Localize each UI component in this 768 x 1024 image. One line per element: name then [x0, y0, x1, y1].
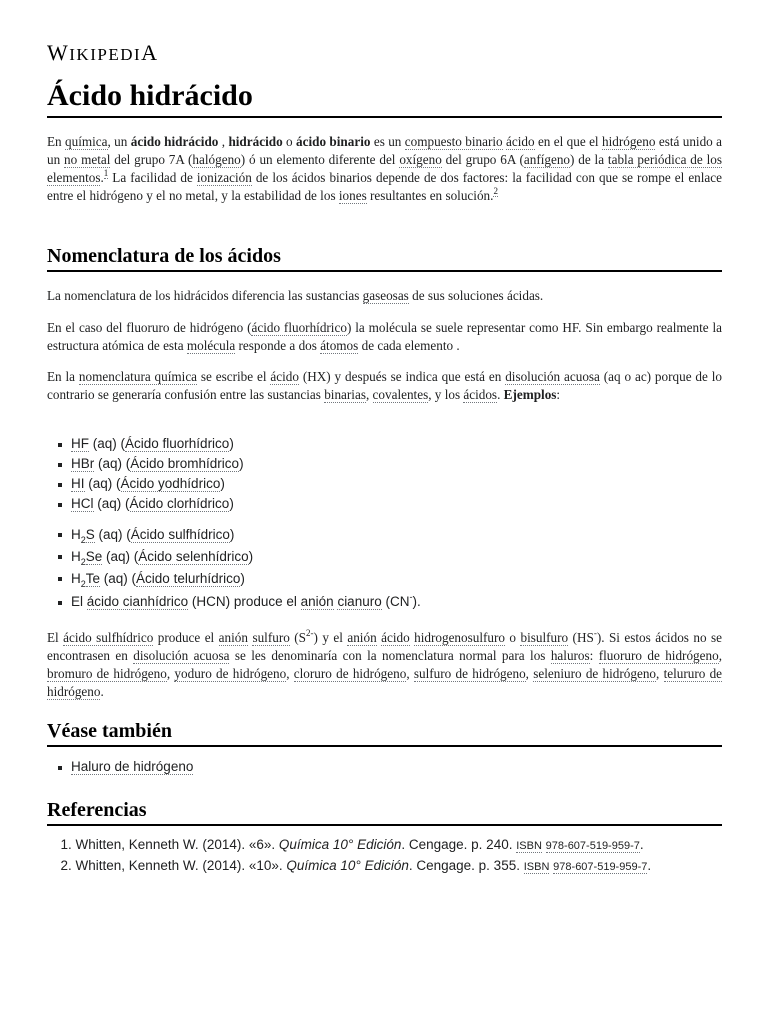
link-sulfuro[interactable]: sulfuro [252, 630, 290, 645]
link-formula[interactable]: HF [71, 436, 89, 451]
link-cloruro-de-hidrogeno[interactable]: cloruro de hidrógeno [293, 666, 407, 681]
list-item: $H_2Te$ (aq) (Ácido telurhídrico) [47, 568, 722, 590]
link-acid-name[interactable]: Ácido sulfhídrico [130, 527, 230, 542]
link-sulfuro-de-hidrogeno[interactable]: sulfuro de hidrógeno [413, 666, 526, 681]
link-ionizacion[interactable]: ionización [196, 170, 252, 185]
bold-term: ácido hidrácido [130, 134, 219, 149]
link-halogeno[interactable]: halógeno [192, 152, 241, 167]
list-item [47, 757, 722, 777]
logo-letter: A [141, 40, 159, 65]
list-item: El ácido cianhídrico (HCN) produce el anión cianuro (CN-). [47, 592, 722, 612]
paragraph: En el caso del fluoruro de hidrógeno (ácido fluorhídrico) la molécula se suele representar como HF. Sin embargo realmente la estructura atómica de esta molécula responde a dos átomos de cada elemento . [47, 320, 723, 353]
link-fluoruro-de-hidrogeno[interactable]: fluoruro de hidrógeno [598, 648, 719, 663]
link-bromuro-de-hidrogeno[interactable]: bromuro de hidrógeno [47, 666, 167, 681]
bold-term: Ejemplos [503, 387, 557, 402]
link-seleniuro-de-hidrogeno[interactable]: seleniuro de hidrógeno [533, 666, 657, 681]
examples-list-cyanide [47, 592, 722, 612]
link-acid-name[interactable]: Ácido fluorhídrico [125, 436, 230, 451]
link-binarias[interactable]: binarias [324, 387, 366, 402]
link-gaseosas[interactable]: gaseosas [362, 288, 409, 303]
link-anion[interactable]: anión [300, 594, 334, 609]
link-isbn-number[interactable]: 978-607-519-959-7 [553, 861, 648, 873]
link-acid-name[interactable]: Ácido selenhídrico [138, 549, 249, 564]
link-atomos[interactable]: átomos [320, 338, 359, 353]
reference-item: 2. Whitten, Kenneth W. (2014). «10». Química 10° Edición. Cengage. p. 355. ISBN 978-607-519-959-7. [60, 858, 652, 873]
link-hidrogeno[interactable]: hidrógeno [601, 134, 656, 149]
reference-number: 2. [60, 858, 72, 873]
link-anion[interactable]: anión [218, 630, 248, 645]
link-acido[interactable]: ácido [381, 630, 410, 645]
reference-number: 1. [60, 837, 72, 852]
list-item: HF (aq) (Ácido fluorhídrico) [47, 434, 722, 454]
paragraph: En la nomenclatura química se escribe el ácido (HX) y después se indica que está en disolución acuosa (aq o ac) porque de lo contrario se generaría confusión entre las sustancias binarias, covalentes, y los ácidos. Ejemplos: [47, 369, 723, 402]
examples-list-halogens [47, 434, 722, 514]
link-acido-sulfhidrico[interactable]: ácido sulfhídrico [63, 630, 154, 645]
reference-link-2[interactable]: 2 [493, 186, 498, 196]
link-molecula[interactable]: molécula [186, 338, 236, 353]
examples-list-chalcogens [47, 524, 722, 590]
see-also-list [47, 757, 722, 777]
link-oxigeno[interactable]: oxígeno [399, 152, 442, 167]
link-anion[interactable]: anión [347, 630, 377, 645]
link-acid-name[interactable]: Ácido clorhídrico [129, 496, 230, 511]
link-isbn[interactable]: ISBN [516, 840, 542, 852]
link-haluro-de-hidrogeno[interactable]: Haluro de hidrógeno [71, 759, 194, 774]
list-item: $H_2Se$ (aq) (Ácido selenhídrico) [47, 546, 722, 568]
section-heading-referencias: Referencias [47, 797, 722, 826]
reference-item: 1. Whitten, Kenneth W. (2014). «6». Química 10° Edición. Cengage. p. 240. ISBN 978-607-519-959-7. [60, 837, 644, 852]
link-compuesto-binario[interactable]: compuesto binario [404, 134, 503, 149]
link-acid-name[interactable]: Ácido yodhídrico [120, 476, 221, 491]
link-anfigeno[interactable]: anfígeno [523, 152, 571, 167]
section-heading-vease-tambien: Véase también [47, 718, 722, 747]
link-isbn[interactable]: ISBN [523, 861, 550, 873]
references-list [47, 834, 727, 876]
bold-term: hidrácido [228, 134, 283, 149]
paragraph: La nomenclatura de los hidrácidos diferencia las sustancias gaseosas de sus soluciones ácidas. [47, 288, 544, 303]
link-bisulfuro[interactable]: bisulfuro [520, 630, 569, 645]
link-acido-fluorhidrico[interactable]: ácido fluorhídrico [251, 320, 347, 335]
link-disolucion-acuosa[interactable]: disolución acuosa [133, 648, 230, 663]
list-item: HCl (aq) (Ácido clorhídrico) [47, 494, 722, 514]
link-yoduro-de-hidrogeno[interactable]: yoduro de hidrógeno [174, 666, 287, 681]
paragraph: El ácido sulfhídrico produce el anión sulfuro $(S^{2-})$ y el anión ácido hidrogenosulfuro o bisulfuro (HS-). Si estos ácidos no se encontrasen en disolución acuosa se les denominaría con la nomenclatura normal para los haluros: fluoruro de hidrógeno, bromuro de hidrógeno, yoduro de hidrógeno, cloruro de hidrógeno, sulfuro de hidrógeno, seleniuro de hidrógeno, telururo de hidrógeno. [47, 628, 723, 699]
list-item: HI (aq) (Ácido yodhídrico) [47, 474, 722, 494]
link-iones[interactable]: iones [338, 188, 367, 203]
link-acid-name[interactable]: Ácido bromhídrico [130, 456, 240, 471]
link-tabla-periodica[interactable]: tabla periódica de los elementos [47, 152, 722, 185]
link-isbn-number[interactable]: 978-607-519-959-7 [545, 840, 640, 852]
link-formula[interactable]: HI [71, 476, 85, 491]
link-cianuro[interactable]: cianuro [337, 594, 382, 609]
link-formula[interactable]: HBr [71, 456, 95, 471]
link-acid-name[interactable]: Ácido telurhídrico [136, 571, 241, 586]
link-acidos[interactable]: ácidos [463, 387, 498, 402]
logo-letter: W [47, 40, 70, 65]
intro-paragraph: En química, un ácido hidrácido , hidrácido o ácido binario es un compuesto binario ácido en el que el hidrógeno está unido a un no metal del grupo 7A (halógeno) ó un elemento diferente del oxígeno del grupo 6A (anfígeno) de la tabla periódica de los elementos.$^1$ La facilidad de ionización de los ácidos binarios depende de dos factores: la facilidad con que se rompe el enlace entre el hidrógeno y el no metal, y la estabilidad de los iones resultantes en solución.$^2$ [47, 134, 722, 203]
section-heading-nomenclatura: Nomenclatura de los ácidos [47, 243, 722, 272]
link-nomenclatura-quimica[interactable]: nomenclatura química [78, 369, 198, 384]
list-item: HBr (aq) (Ácido bromhídrico) [47, 454, 722, 474]
link-element[interactable]: S [85, 527, 95, 542]
link-no-metal[interactable]: no metal [64, 152, 111, 167]
link-haluros[interactable]: haluros [550, 648, 590, 663]
link-element[interactable]: Se [85, 549, 103, 564]
link-covalentes[interactable]: covalentes [372, 387, 429, 402]
link-quimica[interactable]: química [65, 134, 108, 149]
link-hidrogenosulfuro[interactable]: hidrogenosulfuro [414, 630, 505, 645]
link-acido[interactable]: ácido [270, 369, 299, 384]
link-formula[interactable]: HCl [71, 496, 94, 511]
link-acido-cianhidrico[interactable]: ácido cianhídrico [86, 594, 189, 609]
link-telururo-de-hidrogeno[interactable]: telururo de hidrógeno [47, 666, 723, 699]
list-item: $H_2S$ (aq) (Ácido sulfhídrico) [47, 524, 722, 546]
bold-term: ácido binario [296, 134, 371, 149]
link-element[interactable]: Te [85, 571, 101, 586]
reference-link-1[interactable]: 1 [103, 168, 109, 178]
page-title: Ácido hidrácido [47, 78, 722, 118]
link-disolucion-acuosa[interactable]: disolución acuosa [505, 369, 600, 384]
link-acido[interactable]: ácido [506, 134, 535, 149]
wikipedia-logo[interactable] [47, 40, 159, 66]
logo-letters: IKIPEDI [69, 45, 142, 64]
